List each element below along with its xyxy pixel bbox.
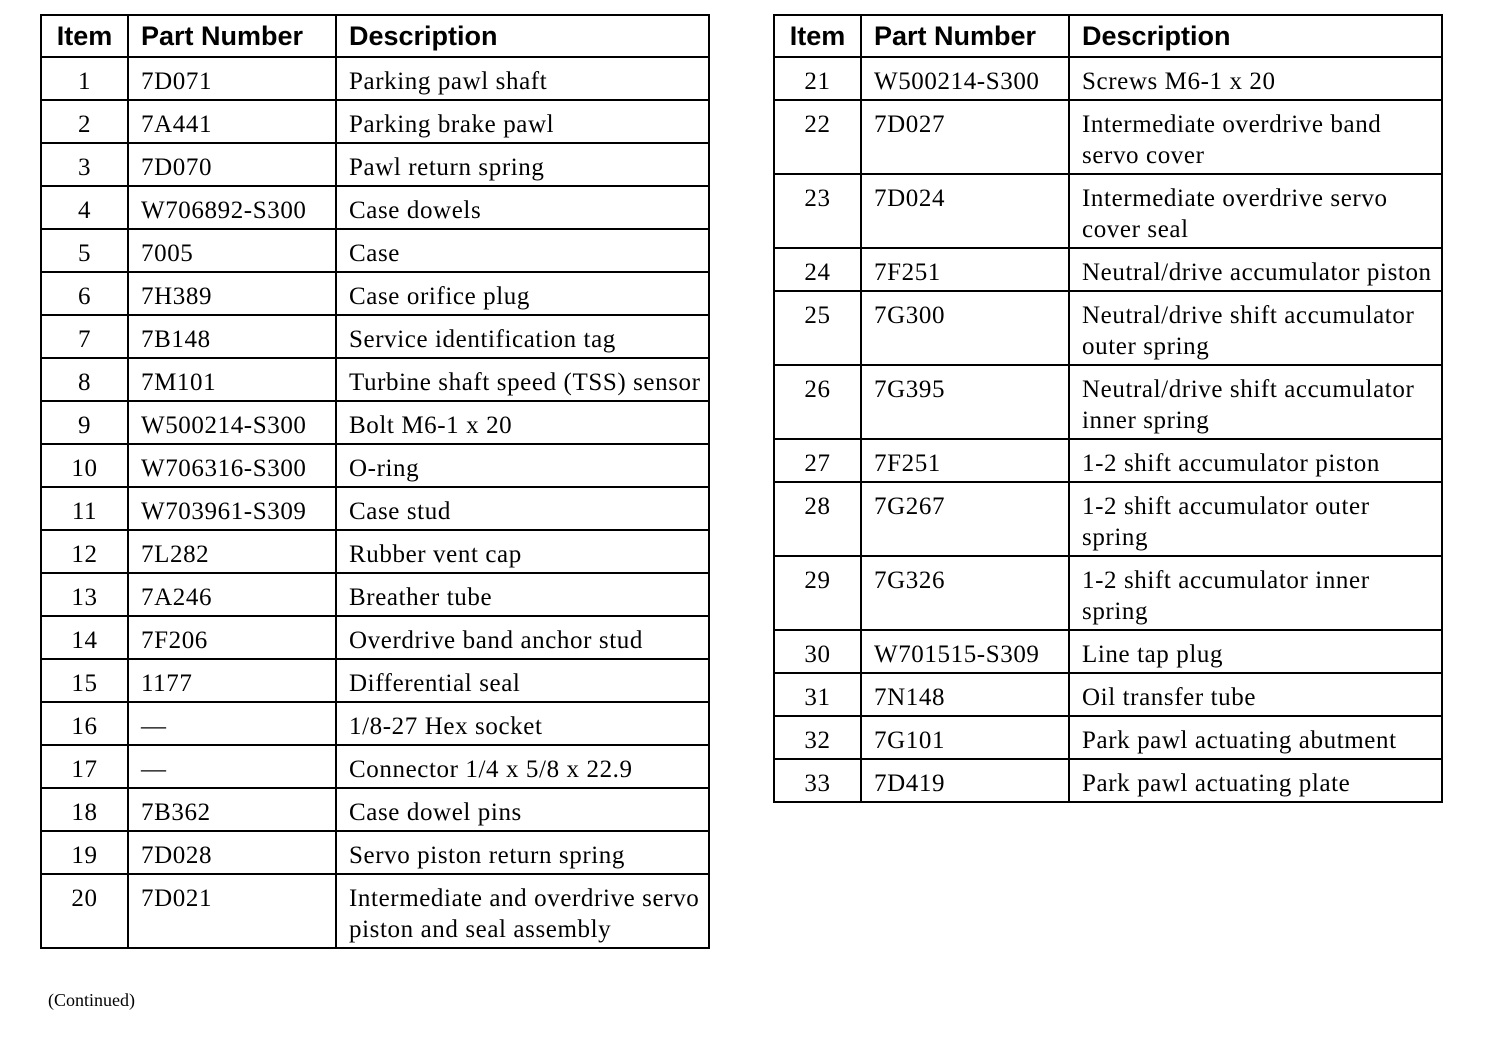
- item-number: 27: [774, 439, 861, 482]
- part-description: 1-2 shift accumulator inner spring: [1069, 556, 1442, 630]
- part-number: 7D028: [128, 831, 336, 874]
- part-description: Park pawl actuating plate: [1069, 759, 1442, 802]
- part-number: 7D419: [861, 759, 1069, 802]
- part-number: 7G300: [861, 291, 1069, 365]
- table-row: [41, 616, 709, 659]
- table-row: [774, 439, 1442, 482]
- item-number: 16: [41, 702, 128, 745]
- part-description: Case: [336, 229, 709, 272]
- table-row: [774, 482, 1442, 556]
- part-number: 7G101: [861, 716, 1069, 759]
- part-description: Bolt M6-1 x 20: [336, 401, 709, 444]
- table-row: [774, 100, 1442, 174]
- part-number: 7A441: [128, 100, 336, 143]
- part-description: Intermediate and overdrive servo piston and seal assembly: [336, 874, 709, 948]
- table-header-row: [41, 15, 709, 57]
- part-description: Rubber vent cap: [336, 530, 709, 573]
- part-number: W701515-S309: [861, 630, 1069, 673]
- part-number: 7A246: [128, 573, 336, 616]
- table-row: [41, 487, 709, 530]
- part-number: 7D021: [128, 874, 336, 948]
- item-number: 30: [774, 630, 861, 673]
- part-number: 7F251: [861, 439, 1069, 482]
- part-number: 7F251: [861, 248, 1069, 291]
- part-number: 7B362: [128, 788, 336, 831]
- part-number: —: [128, 745, 336, 788]
- item-number: 11: [41, 487, 128, 530]
- item-number: 17: [41, 745, 128, 788]
- table-row: [774, 556, 1442, 630]
- parts-table-right: [773, 14, 1443, 803]
- item-number: 20: [41, 874, 128, 948]
- item-number: 24: [774, 248, 861, 291]
- item-number: 4: [41, 186, 128, 229]
- part-number: 7M101: [128, 358, 336, 401]
- table-row: [41, 229, 709, 272]
- part-number: 7B148: [128, 315, 336, 358]
- table-row: [774, 174, 1442, 248]
- part-description: 1-2 shift accumulator outer spring: [1069, 482, 1442, 556]
- part-number: 7G267: [861, 482, 1069, 556]
- item-number: 10: [41, 444, 128, 487]
- item-number: 7: [41, 315, 128, 358]
- item-number: 1: [41, 57, 128, 100]
- item-number: 18: [41, 788, 128, 831]
- part-number: W706316-S300: [128, 444, 336, 487]
- header-item: Item: [774, 15, 861, 57]
- part-number: —: [128, 702, 336, 745]
- item-number: 32: [774, 716, 861, 759]
- item-number: 26: [774, 365, 861, 439]
- item-number: 21: [774, 57, 861, 100]
- item-number: 31: [774, 673, 861, 716]
- table-row: [41, 573, 709, 616]
- part-number: 7G326: [861, 556, 1069, 630]
- table-row: [41, 272, 709, 315]
- part-number: 7005: [128, 229, 336, 272]
- item-number: 25: [774, 291, 861, 365]
- part-description: Intermediate overdrive band servo cover: [1069, 100, 1442, 174]
- header-part-number: Part Number: [861, 15, 1069, 57]
- part-description: Connector 1/4 x 5/8 x 22.9: [336, 745, 709, 788]
- part-number: 1177: [128, 659, 336, 702]
- table-row: [774, 630, 1442, 673]
- item-number: 33: [774, 759, 861, 802]
- table-row: [41, 874, 709, 948]
- table-row: [774, 248, 1442, 291]
- item-number: 14: [41, 616, 128, 659]
- header-description: Description: [1069, 15, 1442, 57]
- part-number: 7D071: [128, 57, 336, 100]
- item-number: 13: [41, 573, 128, 616]
- part-description: 1/8-27 Hex socket: [336, 702, 709, 745]
- item-number: 9: [41, 401, 128, 444]
- part-description: Oil transfer tube: [1069, 673, 1442, 716]
- table-row: [41, 100, 709, 143]
- part-number: W706892-S300: [128, 186, 336, 229]
- item-number: 3: [41, 143, 128, 186]
- item-number: 15: [41, 659, 128, 702]
- item-number: 28: [774, 482, 861, 556]
- table-row: [774, 291, 1442, 365]
- part-description: Pawl return spring: [336, 143, 709, 186]
- table-row: [774, 57, 1442, 100]
- part-description: Case stud: [336, 487, 709, 530]
- item-number: 19: [41, 831, 128, 874]
- part-number: W500214-S300: [128, 401, 336, 444]
- table-row: [41, 659, 709, 702]
- table-header-row: [774, 15, 1442, 57]
- part-number: 7F206: [128, 616, 336, 659]
- part-number: 7H389: [128, 272, 336, 315]
- part-number: 7G395: [861, 365, 1069, 439]
- table-row: [41, 186, 709, 229]
- part-description: Breather tube: [336, 573, 709, 616]
- part-description: Overdrive band anchor stud: [336, 616, 709, 659]
- header-item: Item: [41, 15, 128, 57]
- item-number: 6: [41, 272, 128, 315]
- table-row: [774, 365, 1442, 439]
- header-description: Description: [336, 15, 709, 57]
- parts-table-left: [40, 14, 710, 949]
- part-number: 7D024: [861, 174, 1069, 248]
- part-description: Case dowels: [336, 186, 709, 229]
- part-description: Line tap plug: [1069, 630, 1442, 673]
- table-row: [774, 759, 1442, 802]
- part-description: Parking brake pawl: [336, 100, 709, 143]
- part-description: Case orifice plug: [336, 272, 709, 315]
- continued-note: (Continued): [48, 990, 135, 1010]
- part-description: O-ring: [336, 444, 709, 487]
- item-number: 29: [774, 556, 861, 630]
- part-description: Differential seal: [336, 659, 709, 702]
- item-number: 5: [41, 229, 128, 272]
- item-number: 23: [774, 174, 861, 248]
- item-number: 12: [41, 530, 128, 573]
- part-description: Servo piston return spring: [336, 831, 709, 874]
- part-description: Screws M6-1 x 20: [1069, 57, 1442, 100]
- part-number: 7D070: [128, 143, 336, 186]
- part-number: 7D027: [861, 100, 1069, 174]
- part-description: Intermediate overdrive servo cover seal: [1069, 174, 1442, 248]
- table-row: [774, 716, 1442, 759]
- table-row: [41, 788, 709, 831]
- part-description: Neutral/drive shift accumulator outer spring: [1069, 291, 1442, 365]
- item-number: 22: [774, 100, 861, 174]
- part-description: Case dowel pins: [336, 788, 709, 831]
- part-description: Park pawl actuating abutment: [1069, 716, 1442, 759]
- part-description: Neutral/drive shift accumulator inner spring: [1069, 365, 1442, 439]
- part-description: Neutral/drive accumulator piston: [1069, 248, 1442, 291]
- part-number: 7L282: [128, 530, 336, 573]
- table-row: [774, 673, 1442, 716]
- part-description: 1-2 shift accumulator piston: [1069, 439, 1442, 482]
- table-row: [41, 530, 709, 573]
- table-row: [41, 315, 709, 358]
- table-row: [41, 702, 709, 745]
- table-row: [41, 745, 709, 788]
- table-row: [41, 358, 709, 401]
- part-description: Turbine shaft speed (TSS) sensor: [336, 358, 709, 401]
- part-number: W703961-S309: [128, 487, 336, 530]
- part-number: 7N148: [861, 673, 1069, 716]
- header-part-number: Part Number: [128, 15, 336, 57]
- table-row: [41, 401, 709, 444]
- part-number: W500214-S300: [861, 57, 1069, 100]
- table-row: [41, 143, 709, 186]
- item-number: 8: [41, 358, 128, 401]
- part-description: Service identification tag: [336, 315, 709, 358]
- table-row: [41, 831, 709, 874]
- part-description: Parking pawl shaft: [336, 57, 709, 100]
- item-number: 2: [41, 100, 128, 143]
- table-row: [41, 57, 709, 100]
- table-row: [41, 444, 709, 487]
